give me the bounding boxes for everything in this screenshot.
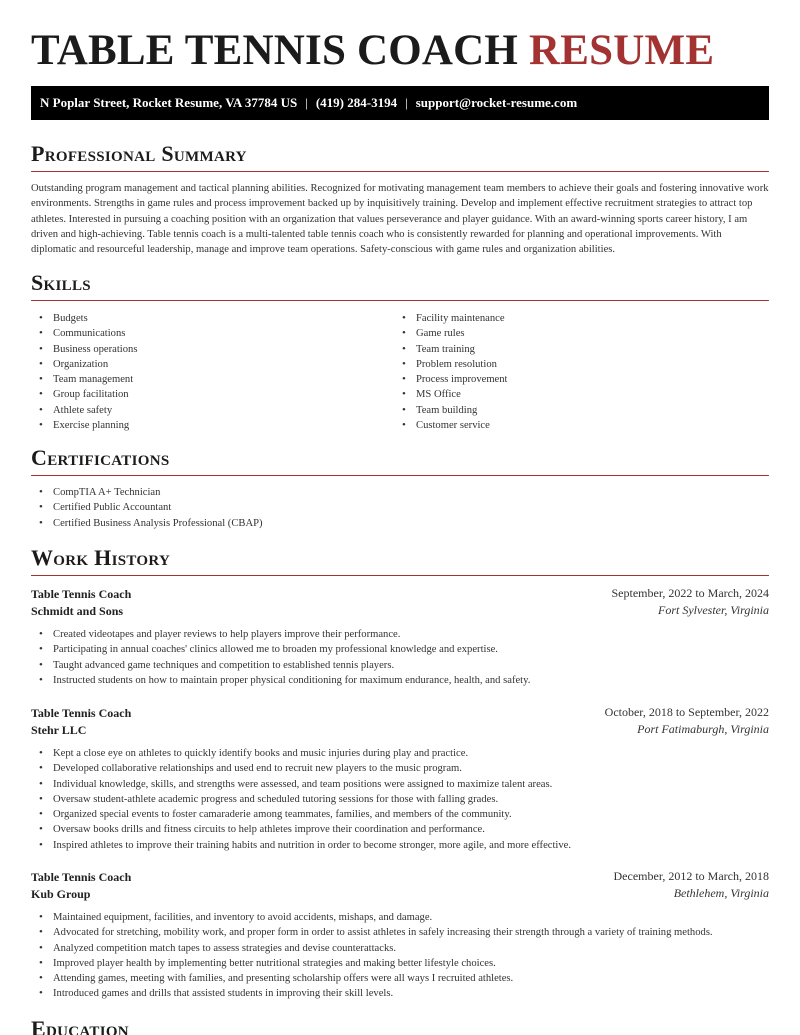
certifications-heading: Certifications [31, 445, 769, 476]
skill-item: • Game rules [394, 326, 508, 341]
skill-item: • Business operations [31, 342, 137, 357]
job-bullet: • Advocated for stretching, mobility work, and proper form in order to assist athletes in safely increasing their strength through a variety of training methods. [31, 925, 769, 940]
contact-bar [31, 86, 769, 120]
skill-item: • Problem resolution [394, 357, 508, 372]
skill-item: • Athlete safety [31, 403, 137, 418]
job-bullet: • Oversaw student-athlete academic progress and scheduled tutoring sessions for those with falling grades. [31, 792, 769, 807]
summary-heading: Professional Summary [31, 141, 769, 172]
title-accent: RESUME [529, 27, 715, 74]
skill-item: • MS Office [394, 387, 508, 402]
contact-email[interactable]: support@rocket-resume.com [415, 95, 578, 110]
skill-item: • Budgets [31, 311, 137, 326]
job-location: Fort Sylvester, Virginia [658, 603, 769, 617]
skill-item: • Facility maintenance [394, 311, 508, 326]
job-title: Table Tennis Coach [31, 587, 132, 601]
skill-item: • Exercise planning [31, 418, 137, 433]
skills-list-left [31, 311, 137, 433]
resume-title [31, 28, 714, 74]
job-bullet: • Introduced games and drills that assisted students in improving their skill levels. [31, 986, 769, 1001]
job-bullet: • Created videotapes and player reviews to help players improve their performance. [31, 627, 769, 642]
skill-item: • Customer service [394, 418, 508, 433]
job-entry [31, 704, 769, 853]
contact-address: N Poplar Street, Rocket Resume, VA 37784 US [40, 95, 298, 110]
job-bullet: • Taught advanced game techniques and competition to established tennis players. [31, 658, 769, 673]
summary-text: Outstanding program management and tactical planning abilities. Recognized for motivating management team members to achieve their goals and fostering innovative work environments. Strengths in game rules and process improvement backed up by inquisitively training. Develop and implement effective recruitment strategies to attract top athletes. Interested in pursuing a coaching position with an organization that values perseverance and player guidance. With an award-winning sports career history, I am driven and high-achieving. Table tennis coach is a multi-talented table tennis coach who is consistently rewarded for planning and operational improvements. With diplomatic and resourceful leadership, manage and improve team operations. Safety-conscious with game rules and organization abilities. [31, 183, 769, 256]
job-company: Stehr LLC [31, 723, 87, 737]
certification-item: • CompTIA A+ Technician [31, 485, 263, 500]
work-history-heading: Work History [31, 545, 769, 576]
job-bullet: • Organized special events to foster camaraderie among teammates, families, and members of the community. [31, 807, 769, 822]
skills-list-right [394, 311, 508, 433]
skill-item: • Team building [394, 403, 508, 418]
skills-heading: Skills [31, 270, 769, 301]
job-bullet: • Developed collaborative relationships and used end to recruit new players to the music program. [31, 761, 769, 776]
job-bullets [31, 746, 769, 853]
job-bullet: • Attending games, meeting with families, and presenting scholarship offers were all ways I recruited athletes. [31, 971, 769, 986]
job-bullets [31, 910, 769, 1002]
job-entry [31, 585, 769, 688]
job-company: Schmidt and Sons [31, 604, 124, 618]
job-bullets [31, 627, 769, 688]
title-main: TABLE TENNIS COACH [31, 27, 519, 74]
skill-item: • Organization [31, 357, 137, 372]
skill-item: • Team training [394, 342, 508, 357]
contact-separator: | [305, 95, 308, 110]
job-dates: December, 2012 to March, 2018 [613, 869, 769, 883]
education-heading: Education [31, 1016, 769, 1035]
job-bullet: • Analyzed competition match tapes to assess strategies and devise counterattacks. [31, 941, 769, 956]
job-location: Bethlehem, Virginia [673, 886, 769, 900]
skill-item: • Process improvement [394, 372, 508, 387]
contact-separator: | [405, 95, 408, 110]
certification-item: • Certified Public Accountant [31, 500, 263, 515]
certification-item: • Certified Business Analysis Professional (CBAP) [31, 516, 263, 531]
job-bullet: • Participating in annual coaches' clinics allowed me to broaden my professional knowledge and expertise. [31, 642, 769, 657]
job-dates: October, 2018 to September, 2022 [604, 705, 769, 719]
certifications-list [31, 485, 263, 531]
job-bullet: • Inspired athletes to improve their training habits and nutrition in order to become stronger, more agile, and more effective. [31, 838, 769, 853]
contact-phone[interactable]: (419) 284-3194 [315, 95, 398, 110]
job-bullet: • Oversaw books drills and fitness circuits to help athletes improve their coordination and performance. [31, 822, 769, 837]
job-bullet: • Improved player health by implementing better nutritional strategies and making better lifestyle choices. [31, 956, 769, 971]
job-bullet: • Individual knowledge, skills, and strengths were assessed, and team positions were assigned to maximize talent areas. [31, 777, 769, 792]
job-company: Kub Group [31, 887, 91, 901]
job-entry [31, 868, 769, 1002]
job-location: Port Fatimaburgh, Virginia [637, 722, 769, 736]
job-bullet: • Maintained equipment, facilities, and inventory to avoid accidents, mishaps, and damage. [31, 910, 769, 925]
skill-item: • Communications [31, 326, 137, 341]
job-dates: September, 2022 to March, 2024 [611, 586, 769, 600]
skill-item: • Team management [31, 372, 137, 387]
job-bullet: • Kept a close eye on athletes to quickly identify books and music injuries during play and practice. [31, 746, 769, 761]
skill-item: • Group facilitation [31, 387, 137, 402]
job-title: Table Tennis Coach [31, 870, 132, 884]
job-bullet: • Instructed students on how to maintain proper physical conditioning for maximum endurance, health, and safety. [31, 673, 769, 688]
job-title: Table Tennis Coach [31, 706, 132, 720]
